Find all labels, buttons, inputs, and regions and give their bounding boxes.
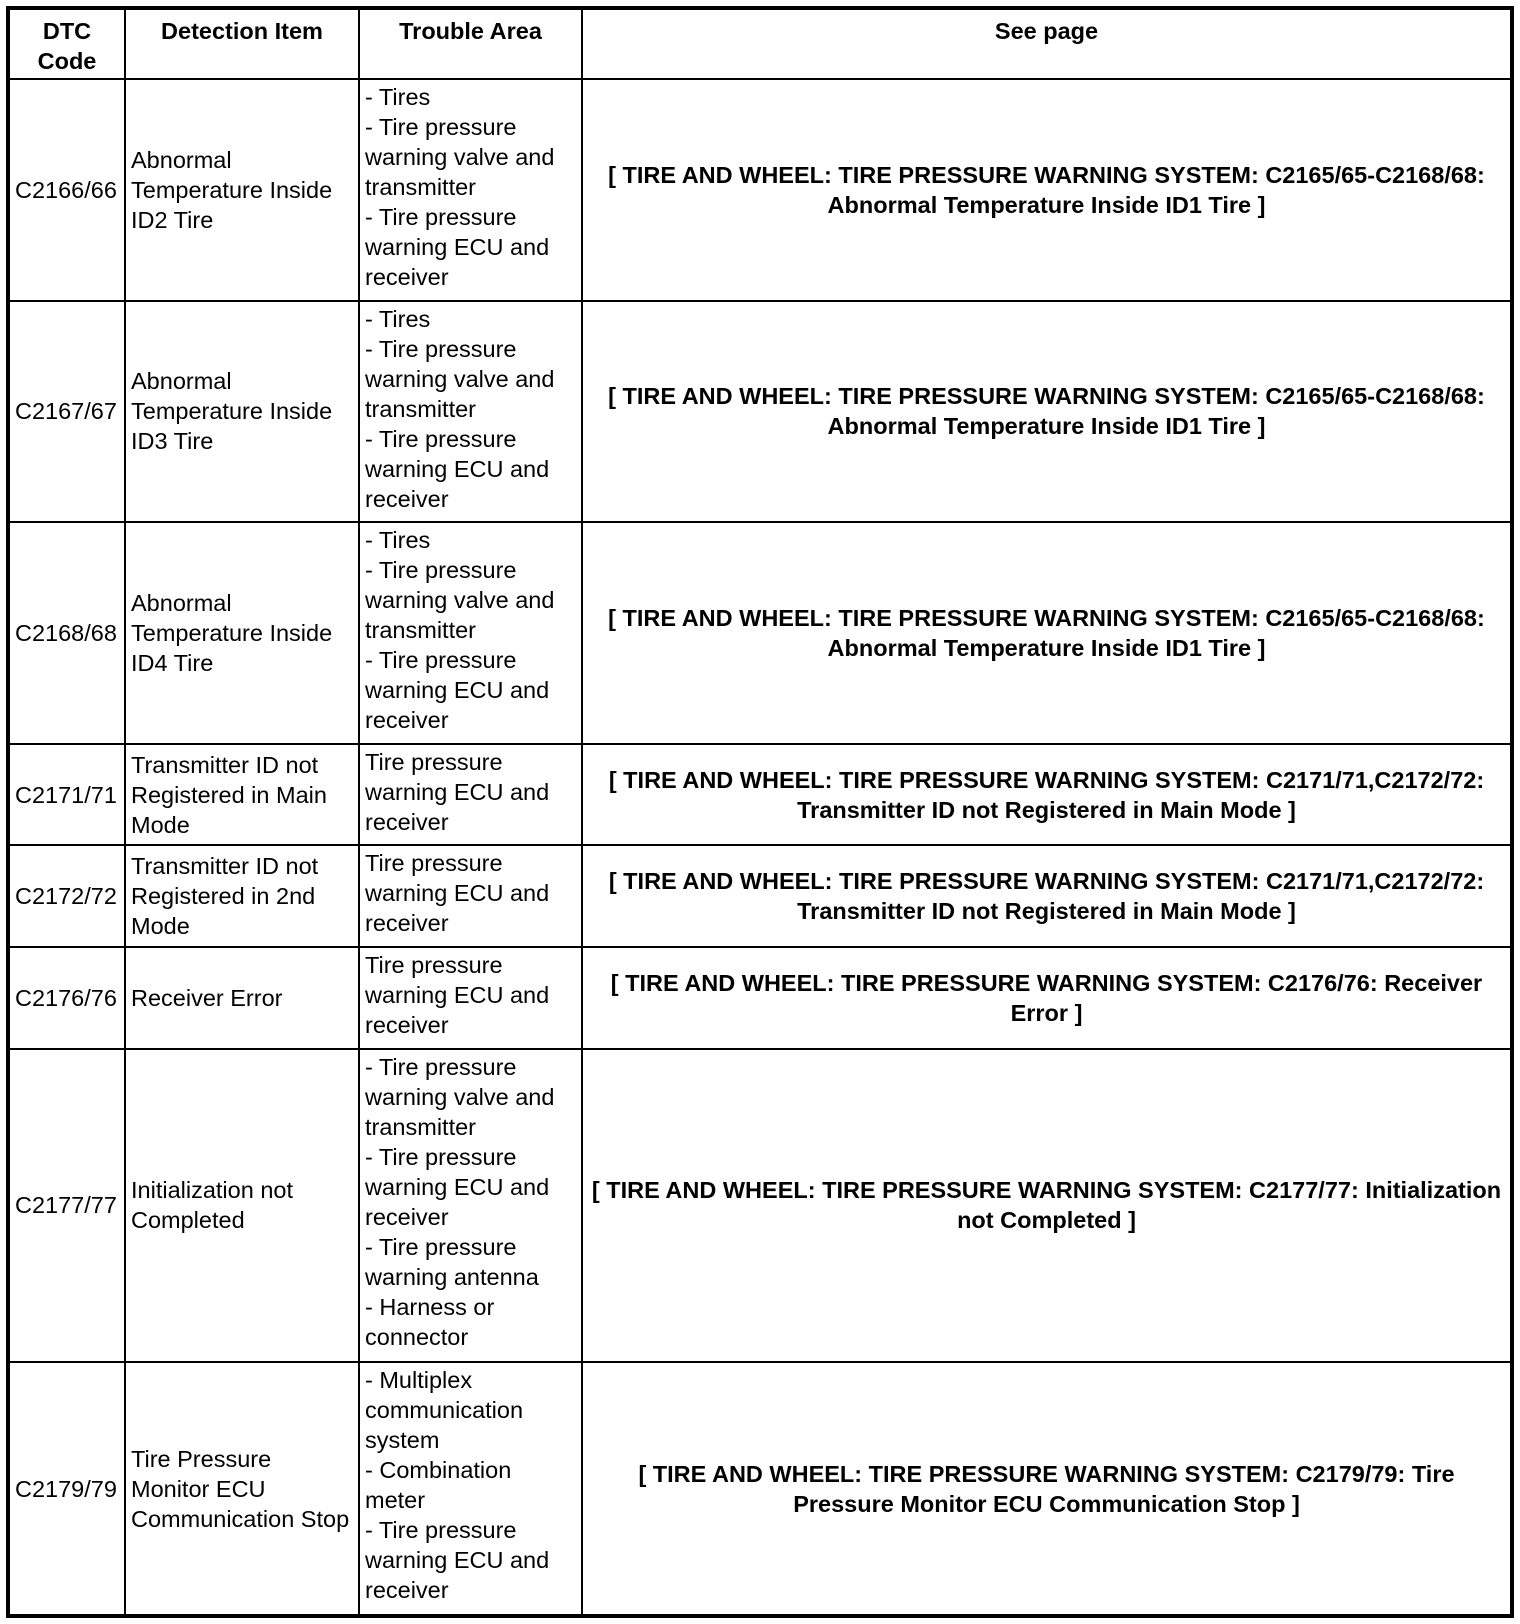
table-row bbox=[8, 947, 1512, 1049]
detection-item: Transmitter ID not Registered in 2nd Mode bbox=[125, 845, 359, 947]
trouble-area: - Tire pressure warning valve and transmitter - Tire pressure warning ECU and receiver - Tire pressure warning antenna - Harness or connector bbox=[359, 1049, 582, 1363]
trouble-area: - Tires - Tire pressure warning valve and transmitter - Tire pressure warning ECU and receiver bbox=[359, 301, 582, 523]
dtc-code: C2177/77 bbox=[8, 1049, 125, 1363]
see-page-link[interactable]: [ TIRE AND WHEEL: TIRE PRESSURE WARNING SYSTEM: C2165/65-C2168/68: Abnormal Temperature Inside ID1 Tire ] bbox=[582, 79, 1512, 301]
table-row bbox=[8, 744, 1512, 846]
trouble-area: Tire pressure warning ECU and receiver bbox=[359, 947, 582, 1049]
see-page-link[interactable]: [ TIRE AND WHEEL: TIRE PRESSURE WARNING SYSTEM: C2171/71,C2172/72: Transmitter ID not Registered in Main Mode ] bbox=[582, 744, 1512, 846]
header-see-page: See page bbox=[582, 8, 1512, 79]
dtc-code: C2171/71 bbox=[8, 744, 125, 846]
see-page-link[interactable]: [ TIRE AND WHEEL: TIRE PRESSURE WARNING SYSTEM: C2177/77: Initialization not Completed ] bbox=[582, 1049, 1512, 1363]
see-page-link[interactable]: [ TIRE AND WHEEL: TIRE PRESSURE WARNING SYSTEM: C2165/65-C2168/68: Abnormal Temperature Inside ID1 Tire ] bbox=[582, 301, 1512, 523]
detection-item: Abnormal Temperature Inside ID2 Tire bbox=[125, 79, 359, 301]
dtc-code: C2172/72 bbox=[8, 845, 125, 947]
header-row bbox=[8, 8, 1512, 79]
trouble-area: - Tires - Tire pressure warning valve and transmitter - Tire pressure warning ECU and receiver bbox=[359, 522, 582, 744]
see-page-link[interactable]: [ TIRE AND WHEEL: TIRE PRESSURE WARNING SYSTEM: C2165/65-C2168/68: Abnormal Temperature Inside ID1 Tire ] bbox=[582, 522, 1512, 744]
header-dtc-code: DTC Code bbox=[8, 8, 125, 79]
table-row bbox=[8, 301, 1512, 523]
header-detection-item: Detection Item bbox=[125, 8, 359, 79]
dtc-code: C2168/68 bbox=[8, 522, 125, 744]
detection-item: Receiver Error bbox=[125, 947, 359, 1049]
detection-item: Abnormal Temperature Inside ID4 Tire bbox=[125, 522, 359, 744]
trouble-area: - Multiplex communication system - Combination meter - Tire pressure warning ECU and receiver bbox=[359, 1362, 582, 1616]
table-row bbox=[8, 1362, 1512, 1616]
dtc-code: C2179/79 bbox=[8, 1362, 125, 1616]
table-row bbox=[8, 79, 1512, 301]
dtc-code: C2176/76 bbox=[8, 947, 125, 1049]
see-page-link[interactable]: [ TIRE AND WHEEL: TIRE PRESSURE WARNING SYSTEM: C2176/76: Receiver Error ] bbox=[582, 947, 1512, 1049]
detection-item: Abnormal Temperature Inside ID3 Tire bbox=[125, 301, 359, 523]
trouble-area: Tire pressure warning ECU and receiver bbox=[359, 845, 582, 947]
dtc-table bbox=[6, 6, 1514, 1618]
dtc-code: C2166/66 bbox=[8, 79, 125, 301]
detection-item: Transmitter ID not Registered in Main Mode bbox=[125, 744, 359, 846]
detection-item: Initialization not Completed bbox=[125, 1049, 359, 1363]
table-row bbox=[8, 845, 1512, 947]
table-row bbox=[8, 1049, 1512, 1363]
detection-item: Tire Pressure Monitor ECU Communication Stop bbox=[125, 1362, 359, 1616]
trouble-area: - Tires - Tire pressure warning valve and transmitter - Tire pressure warning ECU and receiver bbox=[359, 79, 582, 301]
dtc-code: C2167/67 bbox=[8, 301, 125, 523]
header-trouble-area: Trouble Area bbox=[359, 8, 582, 79]
see-page-link[interactable]: [ TIRE AND WHEEL: TIRE PRESSURE WARNING SYSTEM: C2179/79: Tire Pressure Monitor ECU Communication Stop ] bbox=[582, 1362, 1512, 1616]
see-page-link[interactable]: [ TIRE AND WHEEL: TIRE PRESSURE WARNING SYSTEM: C2171/71,C2172/72: Transmitter ID not Registered in Main Mode ] bbox=[582, 845, 1512, 947]
table-row bbox=[8, 522, 1512, 744]
trouble-area: Tire pressure warning ECU and receiver bbox=[359, 744, 582, 846]
